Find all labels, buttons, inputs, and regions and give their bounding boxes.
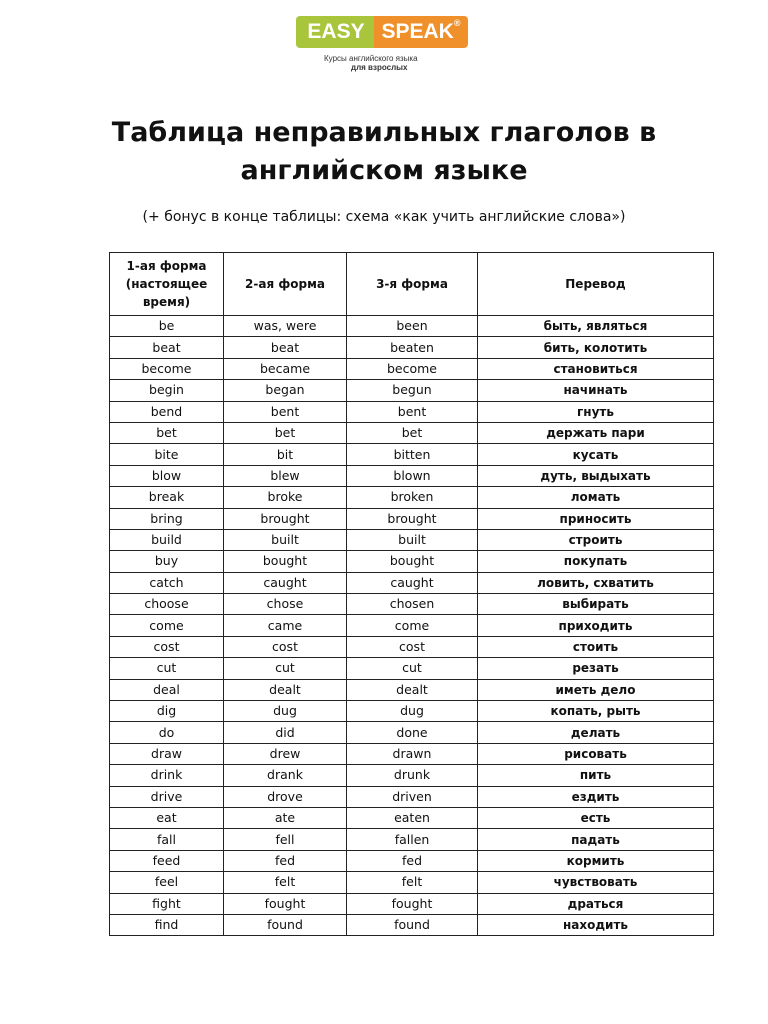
cell-first-form: find (110, 914, 224, 935)
table-row (110, 594, 714, 615)
cell-third-form: found (347, 914, 478, 935)
cell-second-form: bought (224, 551, 347, 572)
header-translation: Перевод (478, 253, 714, 316)
cell-translation: кормить (478, 850, 714, 871)
cell-second-form: drove (224, 786, 347, 807)
page-title-line-2: английском языке (240, 155, 528, 186)
cell-second-form: brought (224, 508, 347, 529)
cell-second-form: built (224, 529, 347, 550)
cell-first-form: feed (110, 850, 224, 871)
cell-translation: выбирать (478, 594, 714, 615)
cell-third-form: been (347, 316, 478, 337)
table-row (110, 658, 714, 679)
table-body (110, 316, 714, 936)
cell-first-form: do (110, 722, 224, 743)
cell-translation: иметь дело (478, 679, 714, 700)
table-row (110, 722, 714, 743)
table-row (110, 422, 714, 443)
cell-translation: есть (478, 807, 714, 828)
table-row (110, 508, 714, 529)
cell-second-form: found (224, 914, 347, 935)
page-title-line-1: Таблица неправильных глаголов в (111, 117, 657, 148)
registered-mark: ® (453, 18, 461, 28)
cell-first-form: draw (110, 743, 224, 764)
cell-first-form: become (110, 358, 224, 379)
cell-translation: бить, колотить (478, 337, 714, 358)
cell-second-form: drew (224, 743, 347, 764)
cell-third-form: built (347, 529, 478, 550)
cell-third-form: caught (347, 572, 478, 593)
cell-first-form: beat (110, 337, 224, 358)
cell-third-form: bitten (347, 444, 478, 465)
logo-speak (374, 16, 468, 48)
cell-third-form: come (347, 615, 478, 636)
cell-first-form: drive (110, 786, 224, 807)
cell-third-form: drawn (347, 743, 478, 764)
cell-first-form: bet (110, 422, 224, 443)
cell-translation: покупать (478, 551, 714, 572)
cell-first-form: cost (110, 636, 224, 657)
cell-first-form: break (110, 487, 224, 508)
cell-first-form: drink (110, 765, 224, 786)
cell-translation: ездить (478, 786, 714, 807)
cell-third-form: fallen (347, 829, 478, 850)
cell-second-form: fought (224, 893, 347, 914)
cell-first-form: feel (110, 872, 224, 893)
cell-translation: дуть, выдыхать (478, 465, 714, 486)
cell-first-form: bite (110, 444, 224, 465)
page-title (0, 114, 768, 190)
cell-translation: гнуть (478, 401, 714, 422)
table-row (110, 358, 714, 379)
cell-second-form: bit (224, 444, 347, 465)
table-row (110, 380, 714, 401)
table-row (110, 615, 714, 636)
cell-translation: строить (478, 529, 714, 550)
table-row (110, 465, 714, 486)
cell-second-form: came (224, 615, 347, 636)
cell-first-form: choose (110, 594, 224, 615)
irregular-verbs-table (109, 252, 714, 936)
cell-translation: рисовать (478, 743, 714, 764)
logo-speak-text: SPEAK (381, 20, 454, 43)
cell-first-form: build (110, 529, 224, 550)
cell-second-form: cut (224, 658, 347, 679)
table-header-row (110, 253, 714, 316)
header-first-form: 1-ая форма (настоящее время) (110, 253, 224, 316)
cell-first-form: deal (110, 679, 224, 700)
cell-third-form: begun (347, 380, 478, 401)
cell-first-form: come (110, 615, 224, 636)
cell-translation: становиться (478, 358, 714, 379)
table-row (110, 807, 714, 828)
cell-first-form: bend (110, 401, 224, 422)
table-row (110, 893, 714, 914)
cell-third-form: broken (347, 487, 478, 508)
table-row (110, 444, 714, 465)
logo-tagline-1: Курсы английского языка (324, 54, 418, 63)
table-row (110, 743, 714, 764)
cell-second-form: dug (224, 701, 347, 722)
cell-translation: чувствовать (478, 872, 714, 893)
table-row (110, 679, 714, 700)
cell-first-form: eat (110, 807, 224, 828)
cell-second-form: ate (224, 807, 347, 828)
cell-third-form: chosen (347, 594, 478, 615)
table-row (110, 765, 714, 786)
cell-third-form: dealt (347, 679, 478, 700)
cell-second-form: blew (224, 465, 347, 486)
cell-second-form: drank (224, 765, 347, 786)
cell-third-form: drunk (347, 765, 478, 786)
easyspeak-logo (296, 16, 476, 76)
table-row (110, 337, 714, 358)
logo-easy: EASY (296, 16, 376, 48)
cell-translation: падать (478, 829, 714, 850)
cell-translation: держать пари (478, 422, 714, 443)
cell-first-form: buy (110, 551, 224, 572)
cell-translation: находить (478, 914, 714, 935)
cell-second-form: bent (224, 401, 347, 422)
table-row (110, 829, 714, 850)
cell-translation: стоить (478, 636, 714, 657)
cell-second-form: broke (224, 487, 347, 508)
cell-translation: ломать (478, 487, 714, 508)
cell-third-form: beaten (347, 337, 478, 358)
cell-translation: делать (478, 722, 714, 743)
cell-first-form: bring (110, 508, 224, 529)
cell-second-form: fell (224, 829, 347, 850)
cell-second-form: caught (224, 572, 347, 593)
header-second-form: 2-ая форма (224, 253, 347, 316)
cell-second-form: fed (224, 850, 347, 871)
cell-second-form: chose (224, 594, 347, 615)
cell-first-form: fight (110, 893, 224, 914)
cell-third-form: bought (347, 551, 478, 572)
cell-second-form: was, were (224, 316, 347, 337)
table-row (110, 872, 714, 893)
cell-third-form: fed (347, 850, 478, 871)
cell-third-form: felt (347, 872, 478, 893)
table-row (110, 636, 714, 657)
table-row (110, 401, 714, 422)
cell-third-form: bet (347, 422, 478, 443)
cell-second-form: dealt (224, 679, 347, 700)
cell-third-form: eaten (347, 807, 478, 828)
cell-third-form: done (347, 722, 478, 743)
cell-first-form: be (110, 316, 224, 337)
cell-translation: копать, рыть (478, 701, 714, 722)
cell-third-form: blown (347, 465, 478, 486)
table-row (110, 786, 714, 807)
cell-third-form: fought (347, 893, 478, 914)
cell-translation: драться (478, 893, 714, 914)
cell-third-form: driven (347, 786, 478, 807)
cell-translation: приходить (478, 615, 714, 636)
table-row (110, 529, 714, 550)
table-row (110, 850, 714, 871)
cell-translation: резать (478, 658, 714, 679)
cell-third-form: dug (347, 701, 478, 722)
cell-translation: быть, являться (478, 316, 714, 337)
header-third-form: 3-я форма (347, 253, 478, 316)
cell-second-form: bet (224, 422, 347, 443)
cell-first-form: cut (110, 658, 224, 679)
cell-translation: пить (478, 765, 714, 786)
cell-third-form: cut (347, 658, 478, 679)
cell-third-form: bent (347, 401, 478, 422)
cell-first-form: blow (110, 465, 224, 486)
cell-second-form: did (224, 722, 347, 743)
cell-second-form: cost (224, 636, 347, 657)
cell-first-form: dig (110, 701, 224, 722)
cell-translation: ловить, схватить (478, 572, 714, 593)
cell-third-form: brought (347, 508, 478, 529)
table-row (110, 572, 714, 593)
logo-tagline-2: для взрослых (351, 63, 408, 72)
table-row (110, 914, 714, 935)
cell-second-form: became (224, 358, 347, 379)
table-row (110, 701, 714, 722)
table-row (110, 487, 714, 508)
cell-third-form: cost (347, 636, 478, 657)
table-row (110, 551, 714, 572)
page-subtitle: (+ бонус в конце таблицы: схема «как учить английские слова») (142, 209, 626, 225)
cell-third-form: become (347, 358, 478, 379)
cell-second-form: began (224, 380, 347, 401)
cell-first-form: fall (110, 829, 224, 850)
cell-translation: начинать (478, 380, 714, 401)
cell-second-form: felt (224, 872, 347, 893)
cell-second-form: beat (224, 337, 347, 358)
table-row (110, 316, 714, 337)
cell-first-form: catch (110, 572, 224, 593)
cell-first-form: begin (110, 380, 224, 401)
cell-translation: кусать (478, 444, 714, 465)
cell-translation: приносить (478, 508, 714, 529)
